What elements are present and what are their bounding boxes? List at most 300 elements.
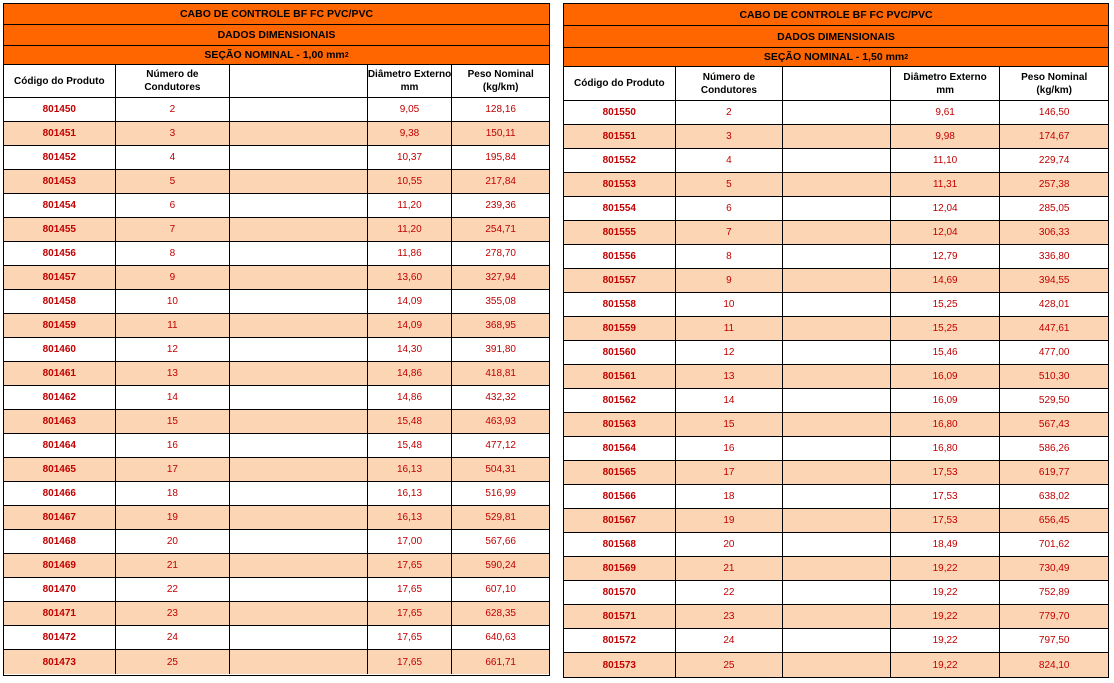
table-row xyxy=(4,170,549,194)
conductors-cell: 23 xyxy=(116,602,231,625)
table-row xyxy=(4,554,549,578)
product-code-cell: 801556 xyxy=(564,245,676,268)
blank-cell xyxy=(230,122,368,145)
product-code-cell: 801462 xyxy=(4,386,116,409)
blank-cell xyxy=(783,485,891,508)
column-headers xyxy=(564,67,1108,101)
blank-cell xyxy=(230,146,368,169)
diameter-cell: 17,53 xyxy=(891,485,1001,508)
product-code-cell: 801552 xyxy=(564,149,676,172)
weight-cell: 504,31 xyxy=(485,464,516,475)
conductors-cell: 16 xyxy=(676,437,784,460)
product-code-cell: 801451 xyxy=(4,122,116,145)
weight-cell: 701,62 xyxy=(1038,539,1070,550)
weight-cell: 516,99 xyxy=(485,488,516,499)
blank-cell xyxy=(783,173,891,196)
product-code-cell: 801469 xyxy=(4,554,116,577)
table-row xyxy=(4,218,549,242)
product-code-cell: 801465 xyxy=(4,458,116,481)
diameter-cell: 9,05 xyxy=(368,98,453,121)
blank-cell xyxy=(783,581,891,604)
product-code-cell: 801452 xyxy=(4,146,116,169)
product-code-cell: 801455 xyxy=(4,218,116,241)
product-code-cell: 801470 xyxy=(4,578,116,601)
blank-cell xyxy=(230,602,368,625)
table-row xyxy=(4,530,549,554)
blank-cell xyxy=(230,362,368,385)
weight-cell: 336,80 xyxy=(1038,251,1070,262)
table-row xyxy=(564,125,1108,149)
product-code-cell: 801561 xyxy=(564,365,676,388)
table-row xyxy=(564,197,1108,221)
conductors-cell: 23 xyxy=(676,605,784,628)
product-code-cell: 801562 xyxy=(564,389,676,412)
header-weight: Peso Nominal (kg/km) xyxy=(1021,71,1088,96)
diameter-cell: 17,53 xyxy=(891,509,1001,532)
diameter-cell: 16,09 xyxy=(891,365,1001,388)
product-code-cell: 801466 xyxy=(4,482,116,505)
conductors-cell: 9 xyxy=(676,269,784,292)
table-row xyxy=(4,386,549,410)
table-row xyxy=(4,290,549,314)
product-code-cell: 801572 xyxy=(564,629,676,652)
product-code-cell: 801565 xyxy=(564,461,676,484)
table-row xyxy=(564,653,1108,677)
conductors-cell: 6 xyxy=(116,194,231,217)
weight-cell: 730,49 xyxy=(1038,563,1070,574)
table-row xyxy=(564,101,1108,125)
cable-table-1-50 xyxy=(563,3,1109,678)
weight-cell: 477,12 xyxy=(485,440,516,451)
product-code-cell: 801569 xyxy=(564,557,676,580)
table-row xyxy=(564,629,1108,653)
weight-cell: 779,70 xyxy=(1038,611,1070,622)
table-row xyxy=(4,410,549,434)
table-body xyxy=(564,101,1108,677)
product-code-cell: 801573 xyxy=(564,653,676,677)
diameter-cell: 19,22 xyxy=(891,629,1001,652)
weight-cell: 229,74 xyxy=(1038,155,1070,166)
product-code-cell: 801560 xyxy=(564,341,676,364)
diameter-cell: 11,20 xyxy=(368,194,453,217)
weight-cell: 278,70 xyxy=(485,248,516,259)
diameter-cell: 15,48 xyxy=(368,410,453,433)
product-code-cell: 801453 xyxy=(4,170,116,193)
diameter-cell: 17,65 xyxy=(368,578,453,601)
table-body xyxy=(4,98,549,674)
blank-cell xyxy=(230,170,368,193)
conductors-cell: 15 xyxy=(676,413,784,436)
weight-cell: 463,93 xyxy=(485,416,516,427)
conductors-cell: 2 xyxy=(116,98,231,121)
weight-cell: 239,36 xyxy=(485,200,516,211)
header-blank xyxy=(230,65,368,97)
product-code-cell: 801458 xyxy=(4,290,116,313)
table-row xyxy=(4,98,549,122)
blank-cell xyxy=(783,413,891,436)
weight-cell: 257,38 xyxy=(1038,179,1070,190)
product-code-cell: 801566 xyxy=(564,485,676,508)
table-row xyxy=(4,194,549,218)
blank-cell xyxy=(230,242,368,265)
conductors-cell: 25 xyxy=(116,650,231,674)
conductors-cell: 19 xyxy=(676,509,784,532)
weight-cell: 174,67 xyxy=(1038,131,1070,142)
diameter-cell: 19,22 xyxy=(891,581,1001,604)
conductors-cell: 12 xyxy=(676,341,784,364)
blank-cell xyxy=(783,437,891,460)
header-weight: Peso Nominal (kg/km) xyxy=(467,69,534,93)
table-row xyxy=(4,338,549,362)
table-row xyxy=(564,341,1108,365)
diameter-cell: 16,13 xyxy=(368,506,453,529)
table-subtitle: DADOS DIMENSIONAIS xyxy=(564,26,1108,48)
weight-cell: 638,02 xyxy=(1038,491,1070,502)
conductors-cell: 20 xyxy=(116,530,231,553)
blank-cell xyxy=(783,533,891,556)
blank-cell xyxy=(230,578,368,601)
weight-cell: 254,71 xyxy=(485,224,516,235)
weight-cell: 656,45 xyxy=(1038,515,1070,526)
table-subtitle: DADOS DIMENSIONAIS xyxy=(4,25,549,46)
diameter-cell: 15,25 xyxy=(891,293,1001,316)
product-code-cell: 801461 xyxy=(4,362,116,385)
table-row xyxy=(564,149,1108,173)
conductors-cell: 22 xyxy=(676,581,784,604)
weight-cell: 306,33 xyxy=(1038,227,1070,238)
table-row xyxy=(4,362,549,386)
table-row xyxy=(4,602,549,626)
product-code-cell: 801564 xyxy=(564,437,676,460)
blank-cell xyxy=(783,389,891,412)
blank-cell xyxy=(783,197,891,220)
weight-cell: 640,63 xyxy=(485,632,516,643)
table-row xyxy=(564,317,1108,341)
product-code-cell: 801468 xyxy=(4,530,116,553)
header-conductors: Número de Condutores xyxy=(676,67,784,100)
diameter-cell: 14,09 xyxy=(368,314,453,337)
weight-cell: 661,71 xyxy=(485,656,516,668)
product-code-cell: 801454 xyxy=(4,194,116,217)
weight-cell: 285,05 xyxy=(1038,203,1070,214)
conductors-cell: 24 xyxy=(676,629,784,652)
blank-cell xyxy=(783,269,891,292)
product-code-cell: 801457 xyxy=(4,266,116,289)
conductors-cell: 11 xyxy=(676,317,784,340)
blank-cell xyxy=(230,458,368,481)
diameter-cell: 10,55 xyxy=(368,170,453,193)
conductors-cell: 15 xyxy=(116,410,231,433)
product-code-cell: 801558 xyxy=(564,293,676,316)
diameter-cell: 16,09 xyxy=(891,389,1001,412)
table-row xyxy=(564,461,1108,485)
weight-cell: 447,61 xyxy=(1038,323,1070,334)
diameter-cell: 17,53 xyxy=(891,461,1001,484)
conductors-cell: 19 xyxy=(116,506,231,529)
conductors-cell: 13 xyxy=(116,362,231,385)
diameter-cell: 14,30 xyxy=(368,338,453,361)
weight-cell: 619,77 xyxy=(1038,467,1070,478)
blank-cell xyxy=(230,266,368,289)
conductors-cell: 24 xyxy=(116,626,231,649)
table-row xyxy=(4,482,549,506)
weight-cell: 150,11 xyxy=(485,128,516,139)
conductors-cell: 8 xyxy=(676,245,784,268)
weight-cell: 394,55 xyxy=(1038,275,1070,286)
product-code-cell: 801570 xyxy=(564,581,676,604)
weight-cell: 146,50 xyxy=(1038,107,1070,118)
section-label: SEÇÃO NOMINAL - 1,50 mm 2 xyxy=(564,48,1108,67)
weight-cell: 797,50 xyxy=(1038,635,1070,646)
product-code-cell: 801568 xyxy=(564,533,676,556)
section-label: SEÇÃO NOMINAL - 1,00 mm 2 xyxy=(4,46,549,65)
table-row xyxy=(4,314,549,338)
product-code-cell: 801467 xyxy=(4,506,116,529)
weight-cell: 327,94 xyxy=(485,272,516,283)
weight-cell: 195,84 xyxy=(485,152,516,163)
weight-cell: 752,89 xyxy=(1038,587,1070,598)
table-row xyxy=(564,365,1108,389)
conductors-cell: 10 xyxy=(676,293,784,316)
conductors-cell: 22 xyxy=(116,578,231,601)
blank-cell xyxy=(783,653,891,677)
table-row xyxy=(4,626,549,650)
diameter-cell: 15,25 xyxy=(891,317,1001,340)
blank-cell xyxy=(230,194,368,217)
weight-cell: 529,50 xyxy=(1038,395,1070,406)
conductors-cell: 4 xyxy=(676,149,784,172)
blank-cell xyxy=(230,554,368,577)
table-row xyxy=(564,221,1108,245)
blank-cell xyxy=(230,626,368,649)
table-row xyxy=(564,245,1108,269)
table-row xyxy=(4,578,549,602)
header-code: Código do Produto xyxy=(4,65,116,97)
diameter-cell: 17,65 xyxy=(368,650,453,674)
blank-cell xyxy=(230,98,368,121)
table-row xyxy=(4,146,549,170)
diameter-cell: 11,20 xyxy=(368,218,453,241)
table-row xyxy=(4,242,549,266)
blank-cell xyxy=(230,218,368,241)
header-diameter: Diâmetro Externo mm xyxy=(891,67,1001,100)
product-code-cell: 801550 xyxy=(564,101,676,124)
conductors-cell: 13 xyxy=(676,365,784,388)
diameter-cell: 15,48 xyxy=(368,434,453,457)
table-row xyxy=(564,533,1108,557)
table-row xyxy=(564,389,1108,413)
weight-cell: 607,10 xyxy=(485,584,516,595)
blank-cell xyxy=(783,509,891,532)
header-code: Código do Produto xyxy=(564,67,676,100)
blank-cell xyxy=(230,386,368,409)
table-row xyxy=(4,650,549,674)
diameter-cell: 9,98 xyxy=(891,125,1001,148)
table-row xyxy=(4,434,549,458)
diameter-cell: 16,13 xyxy=(368,482,453,505)
product-code-cell: 801553 xyxy=(564,173,676,196)
conductors-cell: 11 xyxy=(116,314,231,337)
weight-cell: 567,66 xyxy=(485,536,516,547)
weight-cell: 432,32 xyxy=(485,392,516,403)
conductors-cell: 3 xyxy=(676,125,784,148)
blank-cell xyxy=(230,482,368,505)
weight-cell: 824,10 xyxy=(1038,659,1070,671)
conductors-cell: 14 xyxy=(116,386,231,409)
column-headers xyxy=(4,65,549,98)
table-row xyxy=(564,509,1108,533)
blank-cell xyxy=(230,290,368,313)
product-code-cell: 801460 xyxy=(4,338,116,361)
conductors-cell: 16 xyxy=(116,434,231,457)
diameter-cell: 17,65 xyxy=(368,626,453,649)
product-code-cell: 801463 xyxy=(4,410,116,433)
conductors-cell: 17 xyxy=(116,458,231,481)
blank-cell xyxy=(783,245,891,268)
diameter-cell: 9,38 xyxy=(368,122,453,145)
diameter-cell: 10,37 xyxy=(368,146,453,169)
weight-cell: 368,95 xyxy=(485,320,516,331)
table-row xyxy=(564,581,1108,605)
weight-cell: 428,01 xyxy=(1038,299,1070,310)
conductors-cell: 25 xyxy=(676,653,784,677)
weight-cell: 510,30 xyxy=(1038,371,1070,382)
diameter-cell: 9,61 xyxy=(891,101,1001,124)
product-code-cell: 801459 xyxy=(4,314,116,337)
blank-cell xyxy=(230,506,368,529)
header-conductors: Número de Condutores xyxy=(116,65,231,97)
table-title: CABO DE CONTROLE BF FC PVC/PVC xyxy=(4,4,549,25)
conductors-cell: 14 xyxy=(676,389,784,412)
weight-cell: 529,81 xyxy=(485,512,516,523)
diameter-cell: 12,04 xyxy=(891,221,1001,244)
table-row xyxy=(4,506,549,530)
blank-cell xyxy=(783,101,891,124)
table-row xyxy=(564,557,1108,581)
table-row xyxy=(564,293,1108,317)
weight-cell: 128,16 xyxy=(485,104,516,115)
blank-cell xyxy=(230,410,368,433)
table-row xyxy=(4,458,549,482)
diameter-cell: 11,31 xyxy=(891,173,1001,196)
conductors-cell: 10 xyxy=(116,290,231,313)
conductors-cell: 7 xyxy=(676,221,784,244)
diameter-cell: 14,86 xyxy=(368,386,453,409)
blank-cell xyxy=(783,557,891,580)
weight-cell: 628,35 xyxy=(485,608,516,619)
product-code-cell: 801559 xyxy=(564,317,676,340)
diameter-cell: 18,49 xyxy=(891,533,1001,556)
diameter-cell: 17,65 xyxy=(368,602,453,625)
weight-cell: 418,81 xyxy=(485,368,516,379)
conductors-cell: 3 xyxy=(116,122,231,145)
diameter-cell: 19,22 xyxy=(891,653,1001,677)
weight-cell: 586,26 xyxy=(1038,443,1070,454)
weight-cell: 477,00 xyxy=(1038,347,1070,358)
blank-cell xyxy=(783,605,891,628)
diameter-cell: 16,13 xyxy=(368,458,453,481)
table-row xyxy=(564,437,1108,461)
blank-cell xyxy=(783,341,891,364)
diameter-cell: 14,86 xyxy=(368,362,453,385)
blank-cell xyxy=(783,629,891,652)
table-row xyxy=(564,413,1108,437)
conductors-cell: 12 xyxy=(116,338,231,361)
diameter-cell: 14,09 xyxy=(368,290,453,313)
table-row xyxy=(4,266,549,290)
conductors-cell: 5 xyxy=(116,170,231,193)
diameter-cell: 19,22 xyxy=(891,605,1001,628)
product-code-cell: 801557 xyxy=(564,269,676,292)
product-code-cell: 801471 xyxy=(4,602,116,625)
conductors-cell: 4 xyxy=(116,146,231,169)
conductors-cell: 20 xyxy=(676,533,784,556)
diameter-cell: 13,60 xyxy=(368,266,453,289)
conductors-cell: 2 xyxy=(676,101,784,124)
diameter-cell: 15,46 xyxy=(891,341,1001,364)
blank-cell xyxy=(783,221,891,244)
conductors-cell: 7 xyxy=(116,218,231,241)
conductors-cell: 21 xyxy=(676,557,784,580)
header-blank xyxy=(783,67,891,100)
table-row xyxy=(564,605,1108,629)
diameter-cell: 11,86 xyxy=(368,242,453,265)
weight-cell: 590,24 xyxy=(485,560,516,571)
blank-cell xyxy=(783,125,891,148)
diameter-cell: 12,79 xyxy=(891,245,1001,268)
table-row xyxy=(564,173,1108,197)
product-code-cell: 801555 xyxy=(564,221,676,244)
table-row xyxy=(564,485,1108,509)
conductors-cell: 8 xyxy=(116,242,231,265)
blank-cell xyxy=(230,338,368,361)
product-code-cell: 801567 xyxy=(564,509,676,532)
weight-cell: 567,43 xyxy=(1038,419,1070,430)
product-code-cell: 801563 xyxy=(564,413,676,436)
diameter-cell: 16,80 xyxy=(891,437,1001,460)
product-code-cell: 801571 xyxy=(564,605,676,628)
product-code-cell: 801551 xyxy=(564,125,676,148)
conductors-cell: 6 xyxy=(676,197,784,220)
diameter-cell: 16,80 xyxy=(891,413,1001,436)
blank-cell xyxy=(230,650,368,674)
table-row xyxy=(4,122,549,146)
blank-cell xyxy=(783,293,891,316)
table-row xyxy=(564,269,1108,293)
conductors-cell: 5 xyxy=(676,173,784,196)
conductors-cell: 21 xyxy=(116,554,231,577)
product-code-cell: 801472 xyxy=(4,626,116,649)
blank-cell xyxy=(783,365,891,388)
blank-cell xyxy=(783,149,891,172)
diameter-cell: 12,04 xyxy=(891,197,1001,220)
weight-cell: 217,84 xyxy=(485,176,516,187)
product-code-cell: 801554 xyxy=(564,197,676,220)
cable-table-1-00 xyxy=(3,3,550,676)
blank-cell xyxy=(230,314,368,337)
blank-cell xyxy=(783,461,891,484)
product-code-cell: 801464 xyxy=(4,434,116,457)
table-title: CABO DE CONTROLE BF FC PVC/PVC xyxy=(564,4,1108,26)
blank-cell xyxy=(783,317,891,340)
header-diameter: Diâmetro Externo mm xyxy=(368,65,453,97)
conductors-cell: 9 xyxy=(116,266,231,289)
blank-cell xyxy=(230,530,368,553)
diameter-cell: 19,22 xyxy=(891,557,1001,580)
conductors-cell: 18 xyxy=(116,482,231,505)
weight-cell: 391,80 xyxy=(485,344,516,355)
conductors-cell: 17 xyxy=(676,461,784,484)
